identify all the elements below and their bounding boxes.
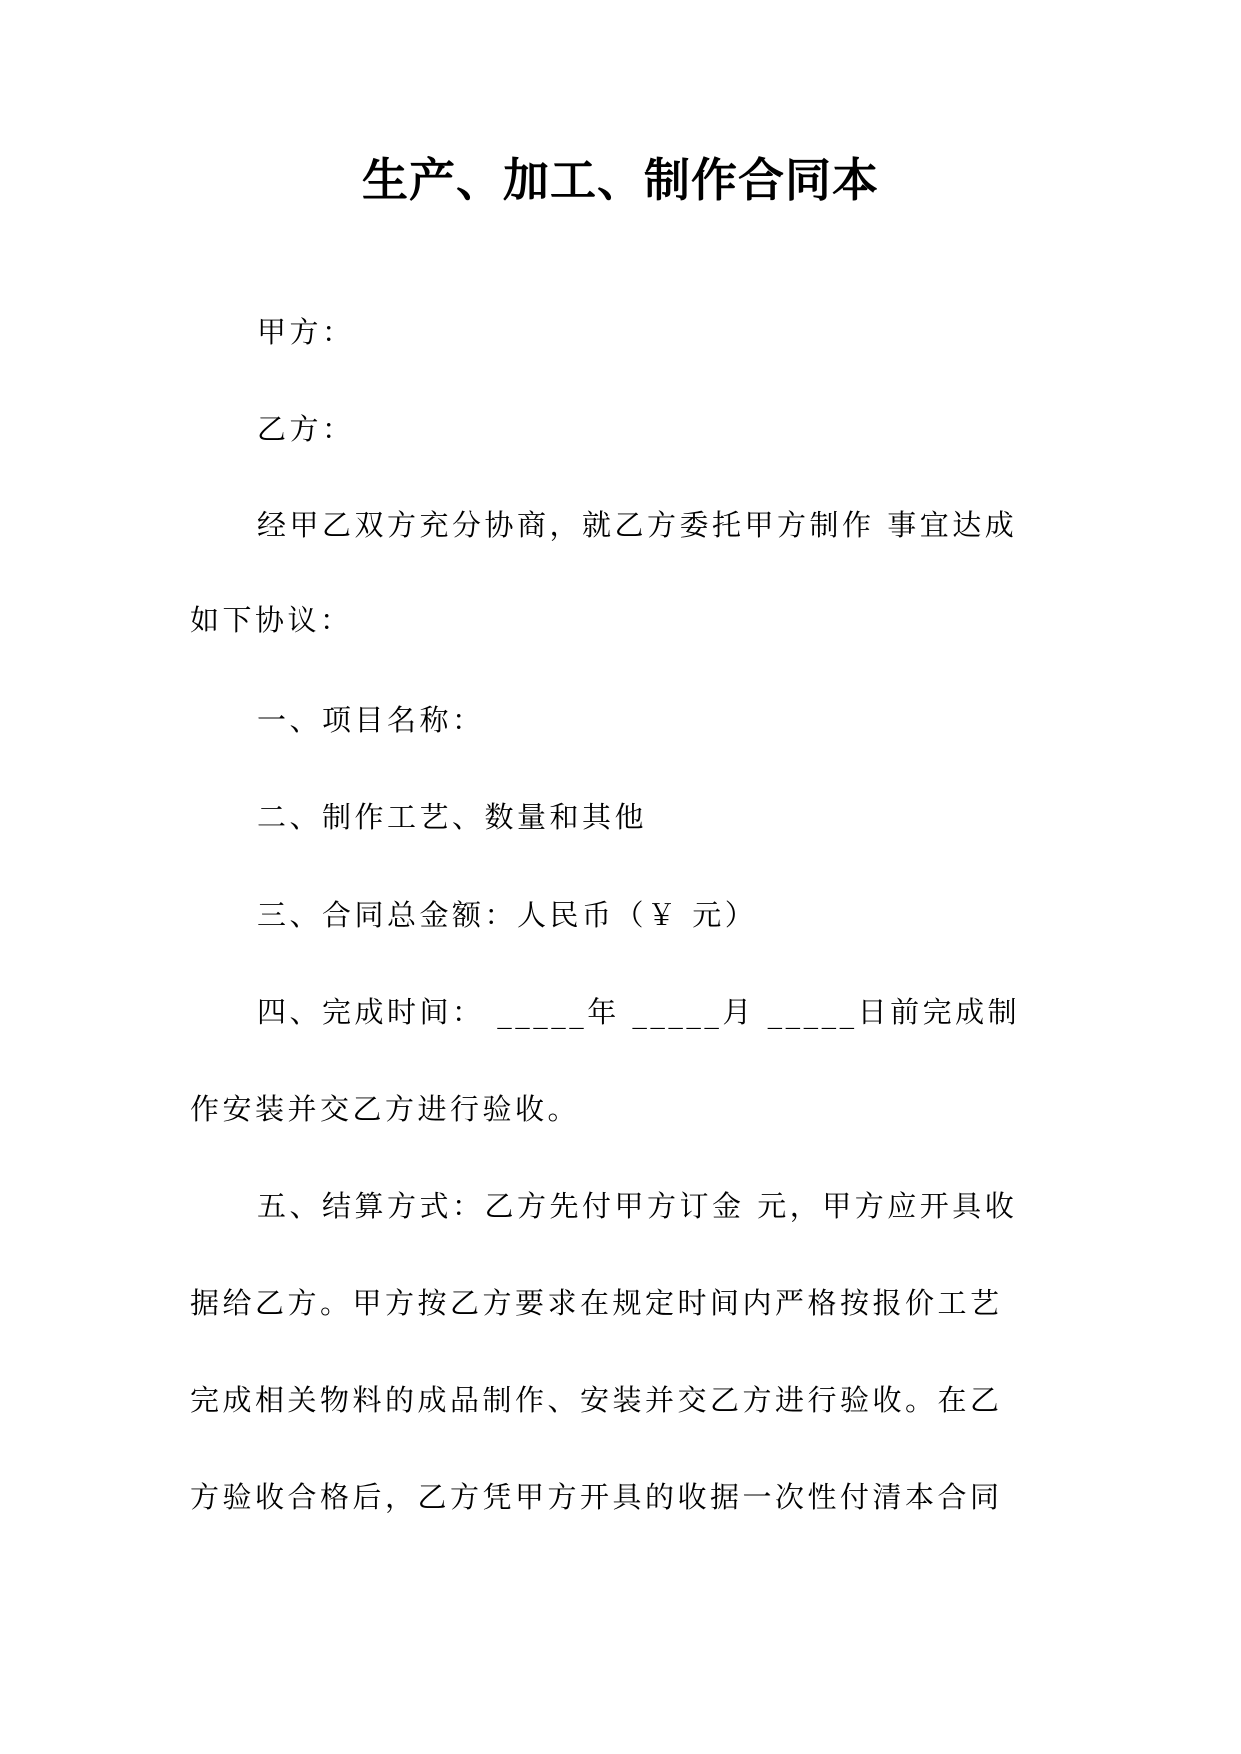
- party-a-line: 甲方：: [257, 315, 355, 349]
- document-title: 生产、加工、制作合同本: [362, 153, 879, 207]
- clause-2-craft-quantity: 二、制作工艺、数量和其他: [257, 800, 648, 834]
- clause-4-completion-time: 四、完成时间： _____年 _____月 _____日前完成制: [257, 995, 1021, 1029]
- clause-4-continuation: 作安装并交乙方进行验收。: [190, 1092, 581, 1126]
- clause-5-settlement: 五、结算方式：乙方先付甲方订金 元，甲方应开具收: [257, 1189, 1018, 1223]
- intro-line-2: 如下协议：: [190, 603, 353, 637]
- clause-5-continuation-3: 方验收合格后，乙方凭甲方开具的收据一次性付清本合同: [190, 1480, 1003, 1514]
- clause-5-continuation-2: 完成相关物料的成品制作、安装并交乙方进行验收。在乙: [190, 1383, 1003, 1417]
- party-b-line: 乙方：: [257, 412, 355, 446]
- clause-3-total-amount: 三、合同总金额：人民币（￥ 元）: [257, 898, 758, 932]
- clause-5-continuation-1: 据给乙方。甲方按乙方要求在规定时间内严格按报价工艺: [190, 1286, 1003, 1320]
- intro-line-1: 经甲乙双方充分协商，就乙方委托甲方制作 事宜达成: [257, 508, 1018, 542]
- clause-1-project-name: 一、项目名称：: [257, 703, 485, 737]
